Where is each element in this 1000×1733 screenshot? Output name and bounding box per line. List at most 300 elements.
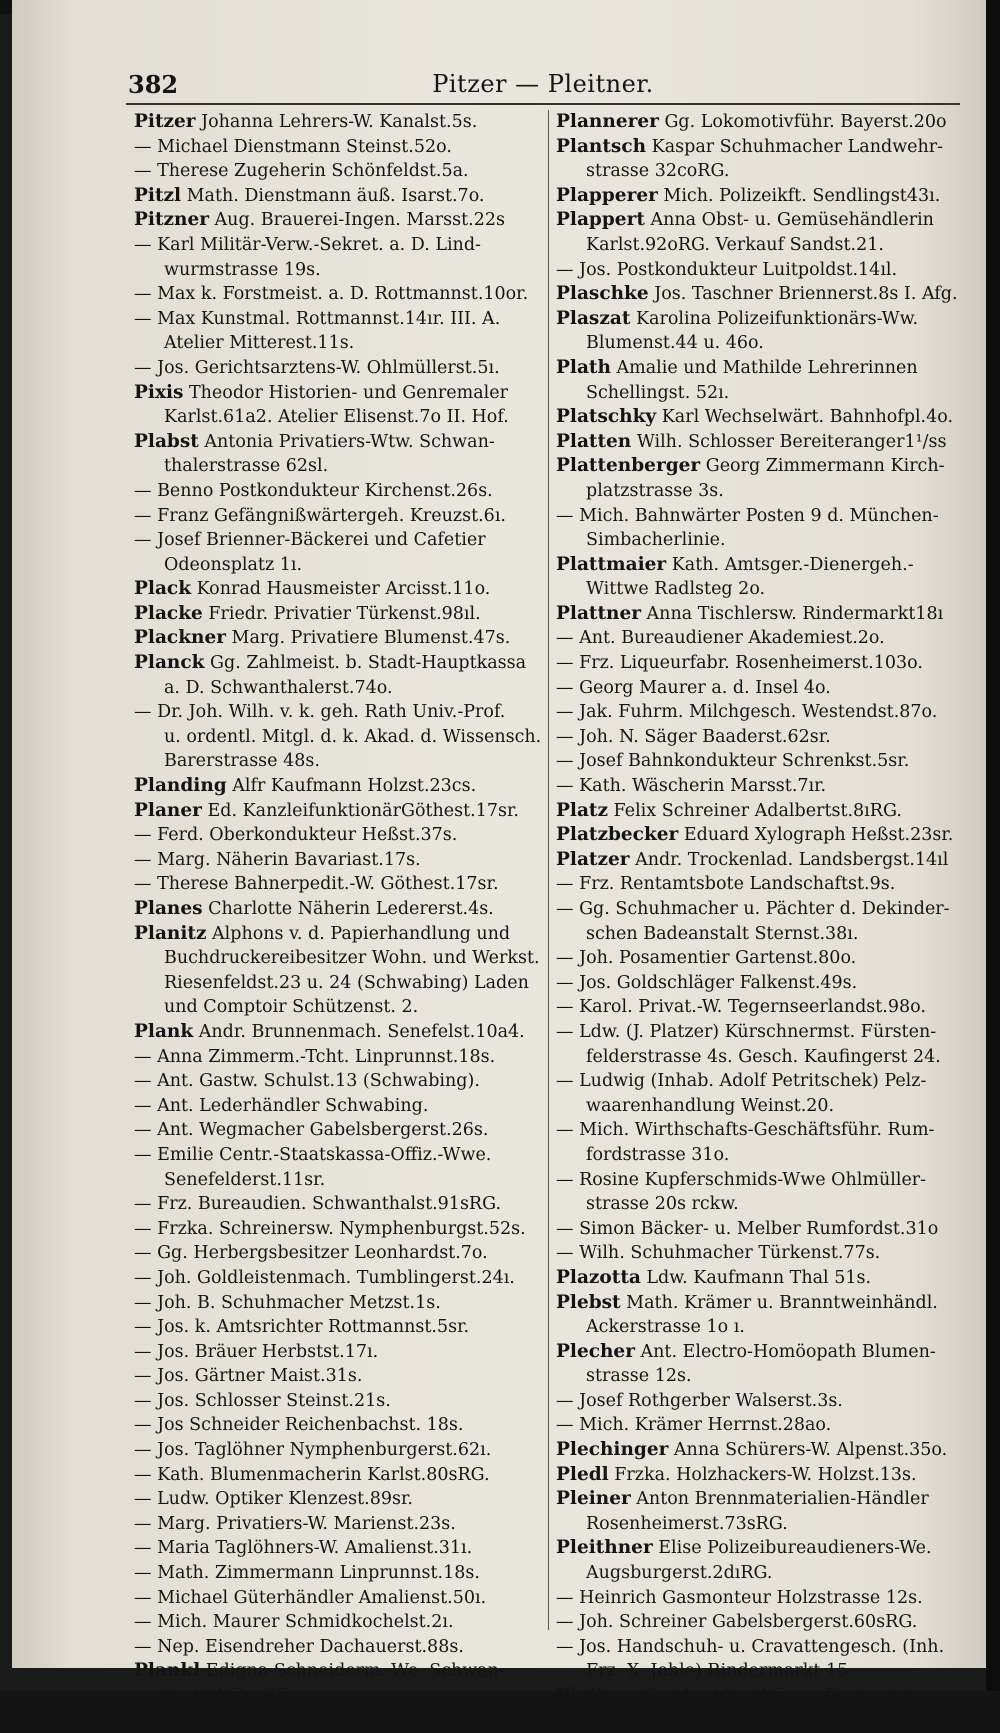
entry-surname: Planding bbox=[134, 775, 227, 797]
entry-text: Karl Wechselwärt. Bahnhofpl.4o. bbox=[656, 407, 954, 428]
entry-text: — Jos. Gerichtsarztens-W. Ohlmüllerst.5ı. bbox=[134, 357, 500, 378]
directory-entry-line bbox=[556, 922, 966, 947]
directory-entry-line bbox=[556, 1217, 966, 1242]
directory-entry-line bbox=[556, 651, 966, 676]
directory-entry-line bbox=[556, 1684, 966, 1709]
entry-text: Jos. Taschner Briennerst.8s I. Afg. bbox=[648, 284, 958, 305]
entry-text: Ant. Electro-Homöopath Blumen- bbox=[634, 1341, 936, 1362]
entry-surname: Planer bbox=[134, 799, 202, 821]
entry-text: Sendlingerst.18s RG. bbox=[586, 1710, 774, 1731]
directory-entry-line bbox=[556, 971, 966, 996]
directory-entry-line bbox=[134, 1659, 544, 1684]
directory-entry-line bbox=[134, 1709, 544, 1733]
entry-surname: Plaschke bbox=[556, 283, 649, 305]
entry-text: — Jos. Schlosser Steinst.21s. bbox=[134, 1390, 391, 1411]
entry-text: — Simon Bäcker- u. Melber Rumfordst.31o bbox=[556, 1218, 939, 1239]
entry-surname: Pleiner bbox=[556, 1488, 631, 1510]
directory-entry-line bbox=[134, 1340, 544, 1365]
entry-text: thalerstrasse 62sl. bbox=[164, 456, 329, 477]
directory-entry-line bbox=[134, 1266, 544, 1291]
entry-text: Bertha Alterthümer-Restaurat. bbox=[639, 1686, 919, 1706]
directory-entry-line bbox=[134, 897, 544, 922]
directory-entry-line bbox=[556, 1340, 966, 1365]
directory-entry-line bbox=[134, 258, 544, 283]
directory-entry-line bbox=[134, 1241, 544, 1266]
entry-text: — Wilh. Schuhmacher Türkenst.77s. bbox=[556, 1243, 881, 1264]
directory-entry-line bbox=[134, 1635, 544, 1660]
directory-entry-line bbox=[134, 1069, 544, 1094]
directory-entry-line bbox=[134, 1561, 544, 1586]
running-head: Pitzer — Pleitner. bbox=[432, 70, 654, 98]
directory-entry-line bbox=[134, 454, 544, 479]
left-column bbox=[134, 110, 544, 1731]
entry-text: — Ludw. Optiker Klenzest.89sr. bbox=[134, 1489, 413, 1510]
directory-entry-line bbox=[134, 651, 544, 676]
entry-text: Gg. Zahlmeist. b. Stadt-Hauptkassa bbox=[204, 653, 527, 674]
directory-entry-line bbox=[556, 725, 966, 750]
entry-text: Andr. Brunnenmach. Senefelst.10a4. bbox=[193, 1021, 525, 1042]
directory-entry-line bbox=[556, 1659, 966, 1684]
entry-text: Alfr Kaufmann Holzst.23cs. bbox=[226, 776, 477, 797]
entry-text: — Josef Brienner-Bäckerei und Cafetier bbox=[134, 530, 486, 551]
entry-text: — Michael Dienstmann Steinst.52o. bbox=[134, 136, 452, 157]
entry-text: — Dr. Joh. Wilh. v. k. geh. Rath Univ.-Prof. bbox=[134, 702, 506, 723]
entry-text: — Anna Zimmerm.-Tcht. Linprunnst.18s. bbox=[134, 1046, 496, 1067]
entry-surname: Plaszat bbox=[556, 307, 631, 329]
directory-entry-line bbox=[556, 1487, 966, 1512]
directory-entry-line bbox=[134, 1168, 544, 1193]
entry-text: Wittwe Radlsteg 2o. bbox=[586, 579, 766, 600]
entry-text: — Jos. Postkondukteur Luitpoldst.14ıl. bbox=[556, 259, 898, 280]
entry-text: strasse 32coRG. bbox=[586, 161, 730, 182]
entry-text: — Heinrich Gasmonteur Holzstrasse 12s. bbox=[556, 1587, 923, 1608]
entry-text: — Ludwig (Inhab. Adolf Petritschek) Pelz- bbox=[556, 1071, 927, 1092]
directory-entry-line bbox=[134, 553, 544, 578]
header-rule bbox=[126, 103, 960, 105]
directory-entry-line bbox=[134, 725, 544, 750]
entry-text: — Franz Paul Schreiner Kirchplatzst.20o. bbox=[134, 1710, 503, 1731]
entry-surname: Pleithner bbox=[556, 1537, 653, 1559]
entry-text: u. ordentl. Mitgl. d. k. Akad. d. Wissensch. bbox=[164, 726, 542, 747]
entry-text: schen Badeanstalt Sternst.38ı. bbox=[586, 923, 859, 944]
entry-text: — Gg. Schuhmacher u. Pächter d. Dekinder- bbox=[556, 899, 950, 919]
directory-entry-line bbox=[556, 1020, 966, 1045]
directory-entry-line bbox=[556, 1094, 966, 1119]
directory-entry-line bbox=[556, 1118, 966, 1143]
entry-text: Mich. Polizeikft. Sendlingst43ı. bbox=[657, 185, 941, 206]
entry-text: — Rosine Kupferschmids-Wwe Ohlmüller- bbox=[556, 1169, 927, 1190]
entry-surname: Plechinger bbox=[556, 1439, 669, 1461]
entry-text: — Joh. N. Säger Baaderst.62sr. bbox=[556, 726, 831, 747]
directory-entry-line bbox=[134, 1143, 544, 1168]
entry-text: Ldw. Kaufmann Thal 51s. bbox=[640, 1267, 872, 1288]
right-column bbox=[556, 110, 966, 1731]
directory-entry-line bbox=[556, 749, 966, 774]
entry-text: — Emilie Centr.-Staatskassa-Offiz.-Wwe. bbox=[134, 1144, 492, 1165]
entry-text: — Frzka. Schreinersw. Nymphenburgst.52s. bbox=[134, 1218, 526, 1239]
entry-text: Anna Tischlersw. Rindermarkt18ı bbox=[640, 603, 944, 624]
directory-entry-line bbox=[556, 1192, 966, 1217]
directory-entry-line bbox=[134, 1291, 544, 1316]
directory-entry-line bbox=[556, 331, 966, 356]
entry-text: — Benno Postkondukteur Kirchenst.26s. bbox=[134, 480, 493, 501]
directory-entry-line bbox=[556, 1512, 966, 1537]
directory-entry-line bbox=[134, 1610, 544, 1635]
entry-surname: Plappert bbox=[556, 209, 645, 231]
entry-text: Augsburgerst.2dıRG. bbox=[586, 1563, 773, 1584]
directory-entry-line bbox=[556, 1389, 966, 1414]
entry-text: — Mich. Bahnwärter Posten 9 d. München- bbox=[556, 505, 939, 526]
directory-entry-line bbox=[556, 307, 966, 332]
entry-text: — Frz. Liqueurfabr. Rosenheimerst.103o. bbox=[556, 653, 923, 674]
directory-entry-line bbox=[556, 823, 966, 848]
directory-entry-line bbox=[556, 208, 966, 233]
entry-text: — Jos. k. Amtsrichter Rottmannst.5sr. bbox=[134, 1317, 470, 1338]
directory-entry-line bbox=[556, 381, 966, 406]
directory-entry-line bbox=[556, 1045, 966, 1070]
directory-entry-line bbox=[134, 774, 544, 799]
directory-entry-line bbox=[556, 528, 966, 553]
directory-entry-line bbox=[556, 184, 966, 209]
directory-entry-line bbox=[134, 872, 544, 897]
directory-entry-line bbox=[134, 799, 544, 824]
entry-text: — Karl Militär-Verw.-Sekret. a. D. Lind- bbox=[134, 234, 481, 255]
entry-text: und Comptoir Schützenst. 2. bbox=[164, 997, 419, 1018]
directory-entry-line bbox=[134, 626, 544, 651]
directory-entry-line bbox=[134, 356, 544, 381]
entry-text: Johanna Lehrers-W. Kanalst.5s. bbox=[195, 112, 478, 132]
entry-surname: Platten bbox=[556, 430, 632, 452]
entry-text: Karolina Polizeifunktionärs-Ww. bbox=[630, 308, 919, 329]
directory-entry-line bbox=[556, 799, 966, 824]
directory-entry-line bbox=[134, 110, 544, 135]
directory-entry-line bbox=[134, 1118, 544, 1143]
entry-surname: Pleitner bbox=[556, 1685, 640, 1706]
entry-surname: Plattmaier bbox=[556, 553, 667, 575]
entry-text: Ackerstrasse 1o ı. bbox=[586, 1317, 745, 1338]
directory-entry-line bbox=[134, 1020, 544, 1045]
directory-entry-line bbox=[556, 897, 966, 922]
directory-entry-line bbox=[134, 135, 544, 160]
entry-surname: Plank bbox=[134, 1020, 194, 1042]
entry-surname: Planes bbox=[134, 898, 203, 919]
entry-text: — Jos. Gärtner Maist.31s. bbox=[134, 1366, 363, 1387]
directory-entry-line bbox=[556, 1413, 966, 1438]
entry-text: — Frz. Bureaudien. Schwanthalst.91sRG. bbox=[134, 1194, 502, 1215]
directory-entry-line bbox=[134, 282, 544, 307]
entry-text: Rosenheimerst.73sRG. bbox=[586, 1513, 788, 1534]
entry-surname: Pitzner bbox=[134, 209, 209, 231]
entry-text: Gg. Lokomotivführ. Bayerst.20o bbox=[658, 112, 947, 132]
directory-entry-line bbox=[134, 479, 544, 504]
directory-entry-line bbox=[134, 405, 544, 430]
entry-text: Simbacherlinie. bbox=[586, 530, 726, 551]
entry-text: Frzka. Holzhackers-W. Holzst.13s. bbox=[608, 1464, 917, 1485]
entry-text: — Therese Zugeherin Schönfeldst.5a. bbox=[134, 161, 469, 182]
directory-entry-line bbox=[556, 700, 966, 725]
entry-text: — Gg. Herbergsbesitzer Leonhardst.7o. bbox=[134, 1243, 488, 1264]
directory-entry-line bbox=[134, 184, 544, 209]
directory-entry-line bbox=[134, 700, 544, 725]
entry-text: Kaspar Schuhmacher Landwehr- bbox=[646, 136, 944, 157]
entry-text: Blumenst.44 u. 46o. bbox=[586, 333, 764, 354]
entry-text: Math. Dienstmann äuß. Isarst.7o. bbox=[181, 185, 485, 206]
directory-entry-line bbox=[556, 479, 966, 504]
entry-text: — Joh. Goldleistenmach. Tumblingerst.24ı. bbox=[134, 1267, 515, 1288]
entry-surname: Plebst bbox=[556, 1291, 621, 1313]
directory-entry-line bbox=[134, 1438, 544, 1463]
entry-surname: Pitzer bbox=[134, 111, 196, 132]
entry-surname: Plattner bbox=[556, 602, 641, 624]
directory-entry-line bbox=[556, 1291, 966, 1316]
entry-surname: Plack bbox=[134, 578, 192, 600]
directory-entry-line bbox=[556, 1561, 966, 1586]
directory-entry-line bbox=[556, 602, 966, 627]
entry-text: — Joh. Schreiner Gabelsbergerst.60sRG. bbox=[556, 1612, 918, 1633]
entry-text: — Ant. Gastw. Schulst.13 (Schwabing). bbox=[134, 1071, 480, 1092]
entry-surname: Pixis bbox=[134, 381, 184, 403]
entry-text: Wilh. Schlosser Bereiteranger1¹/ss bbox=[631, 431, 947, 452]
directory-entry-line bbox=[556, 1610, 966, 1635]
directory-entry-line bbox=[134, 1463, 544, 1488]
directory-entry-line bbox=[134, 1512, 544, 1537]
entry-text: Barerstrasse 48s. bbox=[164, 751, 320, 772]
entry-text: — Jos. Taglöhner Nymphenburgerst.62ı. bbox=[134, 1440, 492, 1461]
entry-text: Anton Brennmaterialien-Händler bbox=[630, 1489, 929, 1510]
directory-entry-line bbox=[556, 159, 966, 184]
directory-entry-line bbox=[556, 872, 966, 897]
entry-text: a. D. Schwanthalerst.74o. bbox=[164, 677, 393, 698]
entry-text: Atelier Mitterest.11s. bbox=[164, 333, 355, 354]
directory-entry-line bbox=[134, 1045, 544, 1070]
directory-entry-line bbox=[134, 971, 544, 996]
directory-entry-line bbox=[556, 774, 966, 799]
entry-text: — Frz. Rentamtsbote Landschaftst.9s. bbox=[556, 874, 896, 895]
directory-entry-line bbox=[556, 504, 966, 529]
directory-entry-line bbox=[556, 405, 966, 430]
entry-text: Andr. Trockenlad. Landsbergst.14ıl bbox=[629, 849, 949, 870]
entry-surname: Placke bbox=[134, 602, 203, 624]
entry-surname: Pitzl bbox=[134, 184, 182, 206]
directory-entry-line bbox=[134, 1315, 544, 1340]
entry-surname: Platzbecker bbox=[556, 824, 679, 846]
directory-entry-line bbox=[556, 946, 966, 971]
directory-entry-line bbox=[556, 1315, 966, 1340]
entry-text: — Josef Rothgerber Walserst.3s. bbox=[556, 1390, 843, 1411]
page-header bbox=[128, 70, 958, 104]
entry-text: — Jos. Bräuer Herbstst.17ı. bbox=[134, 1341, 379, 1362]
directory-entry-line bbox=[134, 1389, 544, 1414]
directory-entry-line bbox=[134, 602, 544, 627]
directory-entry-line bbox=[556, 995, 966, 1020]
directory-entry-line bbox=[134, 504, 544, 529]
entry-text: Charlotte Näherin Ledererst.4s. bbox=[202, 899, 494, 919]
entry-surname: Plazotta bbox=[556, 1266, 641, 1288]
entry-text: waarenhandlung Weinst.20. bbox=[586, 1095, 835, 1116]
entry-text: — Mich. Wirthschafts-Geschäftsführ. Rum- bbox=[556, 1120, 935, 1141]
entry-surname: Platschky bbox=[556, 406, 657, 428]
directory-entry-line bbox=[134, 233, 544, 258]
directory-entry-line bbox=[134, 1536, 544, 1561]
directory-entry-line bbox=[556, 626, 966, 651]
directory-entry-line bbox=[556, 1463, 966, 1488]
entry-text: Karlst.92oRG. Verkauf Sandst.21. bbox=[586, 234, 884, 255]
directory-entry-line bbox=[134, 946, 544, 971]
entry-text: — Marg. Näherin Bavariast.17s. bbox=[134, 849, 421, 870]
entry-text: Karlst.61a2. Atelier Elisenst.7o II. Hof. bbox=[164, 407, 509, 428]
entry-text: fordstrasse 31o. bbox=[586, 1144, 730, 1165]
directory-entry-line bbox=[556, 1069, 966, 1094]
directory-entry-line bbox=[556, 1438, 966, 1463]
entry-surname: Platzer bbox=[556, 848, 630, 870]
directory-entry-line bbox=[134, 995, 544, 1020]
scan-edge-right bbox=[986, 0, 1000, 1710]
entry-text: — Jos. Goldschläger Falkenst.49s. bbox=[556, 972, 858, 993]
entry-text: Marg. Privatiere Blumenst.47s. bbox=[225, 628, 511, 649]
entry-text: Schellingst. 52ı. bbox=[586, 382, 730, 403]
entry-text: Senefelderst.11sr. bbox=[164, 1169, 326, 1190]
entry-text: — Ldw. (J. Platzer) Kürschnermst. Fürsten- bbox=[556, 1021, 937, 1042]
entry-text: Math. Krämer u. Branntweinhändl. bbox=[620, 1292, 938, 1313]
directory-entry-line bbox=[556, 282, 966, 307]
directory-entry-line bbox=[134, 848, 544, 873]
directory-entry-line bbox=[556, 577, 966, 602]
entry-surname: Planitz bbox=[134, 922, 207, 944]
directory-entry-line bbox=[134, 1094, 544, 1119]
entry-text: Konrad Hausmeister Arcisst.11o. bbox=[191, 579, 491, 600]
entry-text: — Karol. Privat.-W. Tegernseerlandst.98o. bbox=[556, 997, 926, 1018]
directory-entry-line bbox=[556, 135, 966, 160]
directory-entry-line bbox=[556, 454, 966, 479]
entry-text: — Joh. Posamentier Gartenst.80o. bbox=[556, 948, 857, 969]
entry-text: Elise Polizeibureaudieners-We. bbox=[652, 1538, 932, 1559]
directory-entry-line bbox=[556, 110, 966, 135]
entry-text: — Nep. Eisendreher Dachauerst.88s. bbox=[134, 1636, 464, 1657]
directory-entry-line bbox=[134, 1684, 544, 1709]
entry-text: Theodor Historien- und Genremaler bbox=[183, 382, 508, 403]
directory-entry-line bbox=[134, 922, 544, 947]
entry-text: — Max k. Forstmeist. a. D. Rottmannst.10or. bbox=[134, 284, 529, 305]
entry-text: thalerhöhe 35ı. bbox=[164, 1686, 300, 1706]
page-number: 382 bbox=[128, 70, 179, 99]
entry-text: strasse 20s rckw. bbox=[586, 1194, 739, 1215]
entry-text: — Ant. Lederhändler Schwabing. bbox=[134, 1095, 429, 1116]
directory-entry-line bbox=[134, 1192, 544, 1217]
entry-text: Odeonsplatz 1ı. bbox=[164, 554, 303, 575]
directory-entry-line bbox=[134, 307, 544, 332]
entry-text: wurmstrasse 19s. bbox=[164, 259, 321, 280]
directory-entry-line bbox=[134, 577, 544, 602]
entry-text: Riesenfeldst.23 u. 24 (Schwabing) Laden bbox=[164, 972, 529, 993]
entry-surname: Plecher bbox=[556, 1340, 635, 1362]
entry-text: — Franz Gefängnißwärtergeh. Kreuzst.6ı. bbox=[134, 505, 506, 526]
entry-surname: Plath bbox=[556, 356, 611, 378]
directory-entry-line bbox=[556, 1586, 966, 1611]
entry-surname: Plattenberger bbox=[556, 455, 701, 477]
directory-entry-line bbox=[556, 430, 966, 455]
directory-entry-line bbox=[134, 749, 544, 774]
entry-surname: Plannerer bbox=[556, 111, 659, 132]
directory-entry-line bbox=[134, 1413, 544, 1438]
entry-surname: Plackner bbox=[134, 627, 226, 649]
entry-text: Amalie und Mathilde Lehrerinnen bbox=[610, 357, 918, 378]
directory-entry-line bbox=[556, 1241, 966, 1266]
column-divider bbox=[548, 110, 549, 1630]
entry-text: — Jos. Handschuh- u. Cravattengesch. (Inh. bbox=[556, 1636, 945, 1657]
directory-entry-line bbox=[134, 430, 544, 455]
entry-text: — Math. Zimmermann Linprunnst.18s. bbox=[134, 1563, 480, 1584]
entry-text: Friedr. Privatier Türkenst.98ıl. bbox=[202, 603, 481, 624]
directory-entry-line bbox=[556, 1709, 966, 1733]
entry-text: — Ant. Wegmacher Gabelsbergerst.26s. bbox=[134, 1120, 489, 1141]
directory-entry-line bbox=[556, 233, 966, 258]
entry-text: — Mich. Maurer Schmidkochelst.2ı. bbox=[134, 1612, 454, 1633]
directory-entry-line bbox=[134, 823, 544, 848]
entry-text: strasse 12s. bbox=[586, 1366, 692, 1387]
directory-entry-line bbox=[556, 1266, 966, 1291]
entry-text: — Jos Schneider Reichenbachst. 18s. bbox=[134, 1415, 464, 1436]
directory-entry-line bbox=[556, 848, 966, 873]
entry-text: Aug. Brauerei-Ingen. Marsst.22s bbox=[208, 210, 505, 231]
entry-text: — Joh. B. Schuhmacher Metzst.1s. bbox=[134, 1292, 441, 1313]
entry-surname: Plantsch bbox=[556, 135, 647, 157]
entry-text: Anna Obst- u. Gemüsehändlerin bbox=[644, 210, 934, 231]
entry-text: — Mich. Krämer Herrnst.28ao. bbox=[556, 1415, 832, 1436]
entry-text: — Marg. Privatiers-W. Marienst.23s. bbox=[134, 1513, 456, 1534]
entry-text: — Ant. Bureaudiener Akademiest.2o. bbox=[556, 628, 885, 649]
entry-text: — Michael Güterhändler Amalienst.50ı. bbox=[134, 1587, 487, 1608]
entry-text: — Maria Taglöhners-W. Amalienst.31ı. bbox=[134, 1538, 473, 1559]
entry-text: Felix Schreiner Adalbertst.8ıRG. bbox=[607, 800, 902, 821]
directory-entry-line bbox=[134, 331, 544, 356]
entry-text: — Georg Maurer a. d. Insel 4o. bbox=[556, 677, 831, 698]
directory-entry-line bbox=[134, 1364, 544, 1389]
directory-entry-line bbox=[134, 381, 544, 406]
directory-entry-line bbox=[556, 356, 966, 381]
entry-text: — Josef Bahnkondukteur Schrenkst.5sr. bbox=[556, 751, 910, 772]
entry-text: Anna Schürers-W. Alpenst.35o. bbox=[668, 1440, 948, 1461]
directory-entry-line bbox=[556, 1536, 966, 1561]
entry-text: Georg Zimmermann Kirch- bbox=[700, 456, 945, 477]
entry-text: — Ferd. Oberkondukteur Heßst.37s. bbox=[134, 825, 458, 846]
directory-entry-line bbox=[134, 528, 544, 553]
directory-entry-line bbox=[556, 258, 966, 283]
entry-text: — Max Kunstmal. Rottmannst.14ır. III. A. bbox=[134, 308, 501, 329]
entry-text: Buchdruckereibesitzer Wohn. und Werkst. bbox=[164, 948, 540, 969]
directory-entry-line bbox=[556, 1143, 966, 1168]
directory-entry-line bbox=[556, 1168, 966, 1193]
entry-text: — Kath. Blumenmacherin Karlst.80sRG. bbox=[134, 1464, 490, 1485]
directory-entry-line bbox=[134, 1586, 544, 1611]
entry-surname: Pledl bbox=[556, 1463, 609, 1485]
entry-text: — Kath. Wäscherin Marsst.7ır. bbox=[556, 776, 827, 797]
entry-surname: Platz bbox=[556, 799, 608, 821]
directory-entry-line bbox=[556, 1364, 966, 1389]
entry-text: Eduard Xylograph Heßst.23sr. bbox=[678, 825, 954, 846]
directory-entry-line bbox=[134, 159, 544, 184]
entry-text: Kath. Amtsger.-Dienergeh.- bbox=[666, 554, 914, 575]
entry-text: Frz. X. Jehle) Rindermarkt 15. bbox=[586, 1661, 854, 1682]
entry-text: felderstrasse 4s. Gesch. Kaufingerst 24. bbox=[586, 1046, 941, 1067]
entry-text: Antonia Privatiers-Wtw. Schwan- bbox=[198, 431, 495, 452]
directory-entry-line bbox=[134, 208, 544, 233]
directory-entry-line bbox=[556, 1635, 966, 1660]
entry-text: Edigna Schneiderm.-We. Schwan- bbox=[200, 1661, 505, 1682]
entry-surname: Planck bbox=[134, 652, 205, 674]
directory-entry-line bbox=[556, 676, 966, 701]
entry-text: — Jak. Fuhrm. Milchgesch. Westendst.87o. bbox=[556, 702, 938, 723]
directory-entry-line bbox=[134, 1487, 544, 1512]
